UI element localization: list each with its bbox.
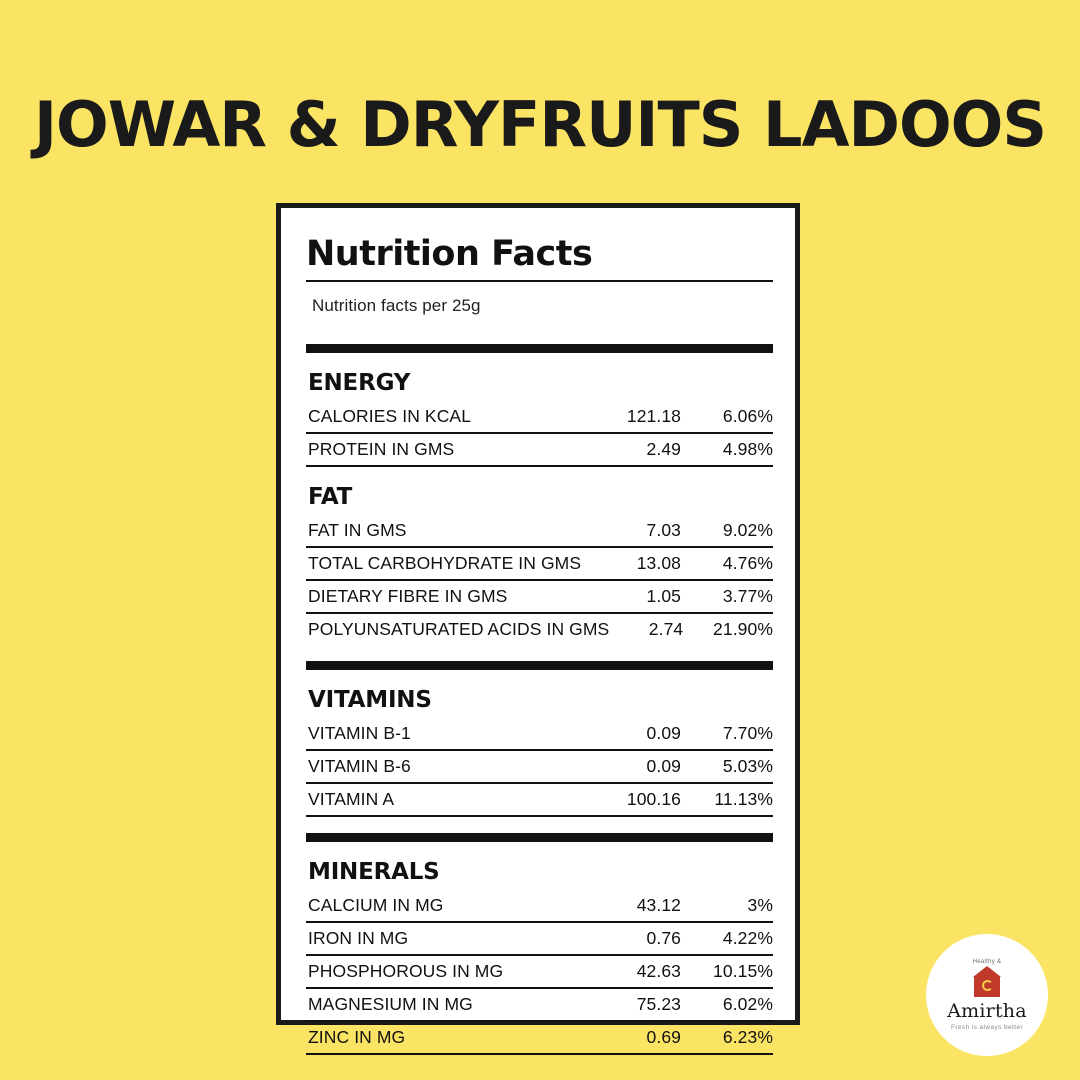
nutrient-value: 100.16 — [626, 789, 681, 809]
nutrient-value: 0.09 — [646, 756, 681, 776]
table-row — [306, 989, 773, 1022]
nutrient-name: CALCIUM IN MG — [308, 895, 444, 915]
brand-logo — [926, 934, 1048, 1056]
nutrient-value: 2.74 — [648, 619, 684, 639]
brand-tagline: Fresh is always better — [950, 1024, 1024, 1031]
brand-name: Amirtha — [947, 1000, 1027, 1022]
nutrient-name: POLYUNSATURATED ACIDS IN GMS — [308, 619, 610, 639]
nutrient-name: IRON IN MG — [308, 928, 409, 948]
nutrient-percent: 6.06% — [722, 406, 773, 426]
table-row — [306, 1022, 773, 1055]
nutrient-value: 42.63 — [636, 961, 681, 981]
section-divider-top — [306, 344, 773, 353]
nutrient-name: VITAMIN A — [308, 789, 395, 809]
section-minerals — [306, 842, 773, 1055]
nutrient-value: 121.18 — [626, 406, 681, 426]
table-row — [306, 515, 773, 548]
section-fat — [306, 467, 773, 645]
nutrition-facts-card — [276, 203, 800, 1047]
section-divider-vitamins — [306, 661, 773, 670]
table-row — [306, 581, 773, 614]
table-row — [306, 614, 773, 645]
table-row — [306, 401, 773, 434]
nutrient-value: 1.05 — [646, 586, 681, 606]
nutrient-percent: 3% — [747, 895, 773, 915]
nutrient-value: 75.23 — [636, 994, 681, 1014]
section-energy — [306, 353, 773, 467]
table-row — [306, 718, 773, 751]
house-icon — [970, 966, 1004, 998]
section-title-minerals: MINERALS — [308, 859, 440, 885]
nutrient-value: 0.76 — [646, 928, 681, 948]
table-row — [306, 923, 773, 956]
page-title: JOWAR & DRYFRUITS LADOOS — [33, 88, 1047, 161]
nutrient-name: CALORIES IN KCAL — [308, 406, 472, 426]
section-vitamins — [306, 670, 773, 817]
nutrient-percent: 4.98% — [722, 439, 773, 459]
nutrient-name: PROTEIN IN GMS — [308, 439, 455, 459]
nutrient-name: PHOSPHOROUS IN MG — [308, 961, 504, 981]
nutrient-percent: 11.13% — [714, 789, 773, 809]
nutrient-value: 0.69 — [646, 1027, 681, 1047]
table-row — [306, 751, 773, 784]
section-title-energy: ENERGY — [308, 370, 411, 396]
nutrient-percent: 6.23% — [722, 1027, 773, 1047]
nutrient-percent: 10.15% — [713, 961, 773, 981]
section-divider-minerals — [306, 833, 773, 842]
table-row — [306, 434, 773, 467]
nutrient-percent: 21.90% — [713, 619, 773, 639]
section-title-vitamins: VITAMINS — [308, 687, 432, 713]
nutrient-name: TOTAL CARBOHYDRATE IN GMS — [308, 553, 582, 573]
nutrient-percent: 5.03% — [722, 756, 773, 776]
nutrition-facts-heading: Nutrition Facts — [306, 234, 593, 274]
logo-top-text: Healthy & — [972, 959, 1002, 965]
serving-size-note: Nutrition facts per 25g — [312, 296, 481, 315]
nutrient-value: 0.09 — [646, 723, 681, 743]
nutrient-value: 2.49 — [646, 439, 681, 459]
nutrient-percent: 4.22% — [722, 928, 773, 948]
nutrient-value: 13.08 — [636, 553, 681, 573]
table-row — [306, 784, 773, 817]
nutrient-name: MAGNESIUM IN MG — [308, 994, 473, 1014]
section-title-fat: FAT — [308, 484, 353, 510]
nutrient-name: VITAMIN B-1 — [308, 723, 411, 743]
nutrient-name: ZINC IN MG — [308, 1027, 406, 1047]
table-row — [306, 548, 773, 581]
nutrient-percent: 9.02% — [722, 520, 773, 540]
table-row — [306, 890, 773, 923]
nutrient-value: 7.03 — [646, 520, 681, 540]
nutrient-value: 43.12 — [636, 895, 681, 915]
nutrient-name: FAT IN GMS — [308, 520, 407, 540]
nutrient-name: VITAMIN B-6 — [308, 756, 411, 776]
nutrient-percent: 7.70% — [722, 723, 773, 743]
nutrient-name: DIETARY FIBRE IN GMS — [308, 586, 508, 606]
table-row — [306, 956, 773, 989]
nutrient-percent: 6.02% — [722, 994, 773, 1014]
nutrient-percent: 3.77% — [722, 586, 773, 606]
nutrient-percent: 4.76% — [722, 553, 773, 573]
